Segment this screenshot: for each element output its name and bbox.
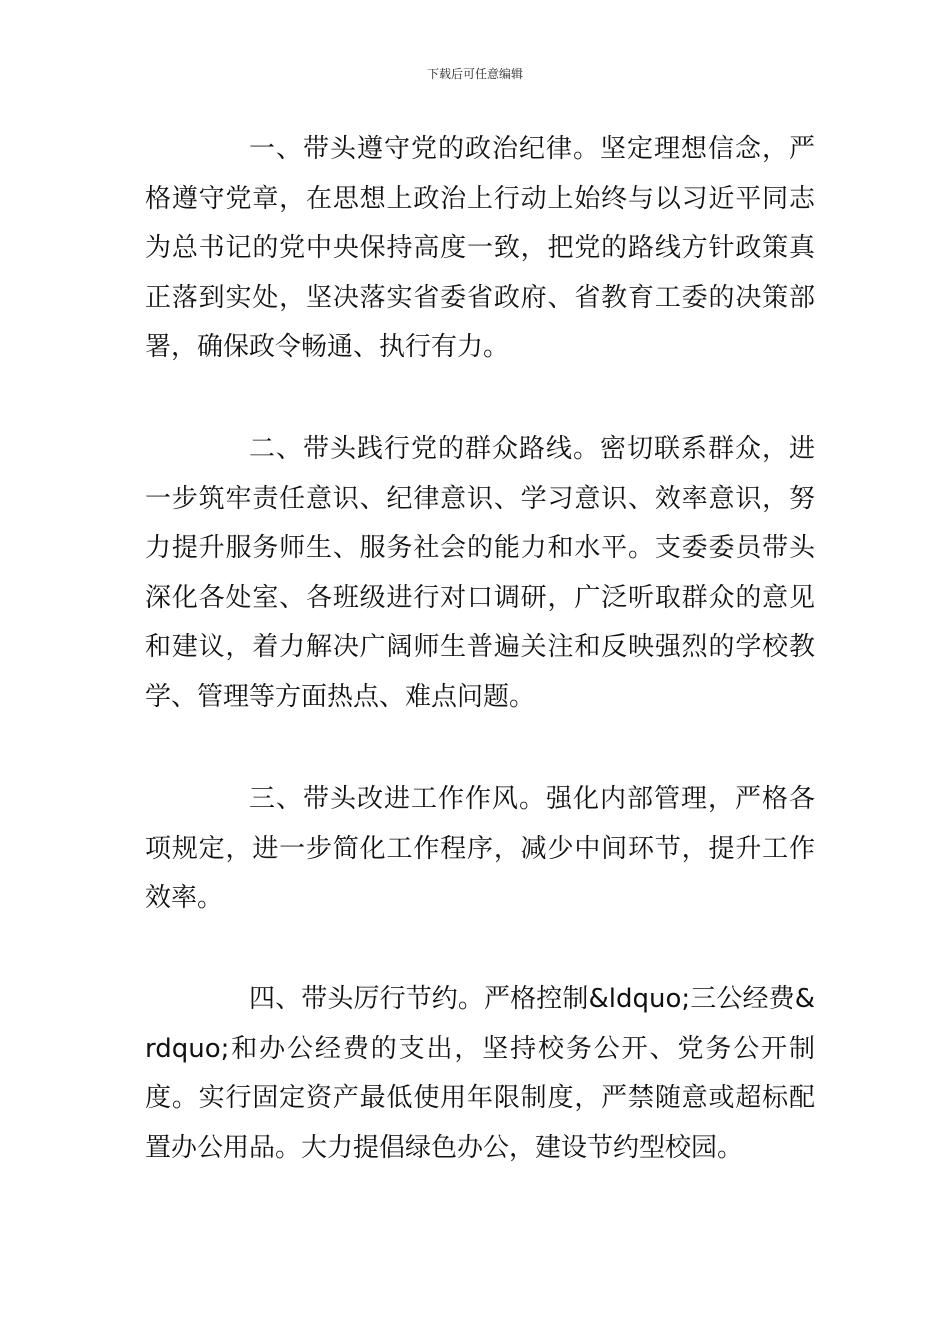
paragraph-4: 四、带头厉行节约。严格控制&ldquo;三公经费&rdquo;和办公经费的支出，坚持校务公开、党务公开制度。实行固定资产最低使用年限制度，严禁随意或超标配置办公用品。大力提倡绿色办公，建设节约型校园。 [145, 984, 815, 1163]
paragraph-1: 一、带头遵守党的政治纪律。坚定理想信念，严格遵守党章，在思想上政治上行动上始终与以习近平同志为总书记的党中央保持高度一致，把党的路线方针政策真正落到实处，坚决落实省委省政府、省教育工委的决策部署，确保政令畅通、执行有力。 [145, 134, 815, 362]
paragraph-2: 二、带头践行党的群众路线。密切联系群众，进一步筑牢责任意识、纪律意识、学习意识、效率意识，努力提升服务师生、服务社会的能力和水平。支委委员带头深化各处室、各班级进行对口调研，广泛听取群众的意见和建议，着力解决广阔师生普遍关注和反映强烈的学校教学、管理等方面热点、难点问题。 [145, 434, 815, 712]
paragraph-3: 三、带头改进工作作风。强化内部管理，严格各项规定，进一步简化工作程序，减少中间环节，提升工作效率。 [145, 784, 815, 913]
page-header: 下载后可任意编辑 [426, 67, 523, 81]
